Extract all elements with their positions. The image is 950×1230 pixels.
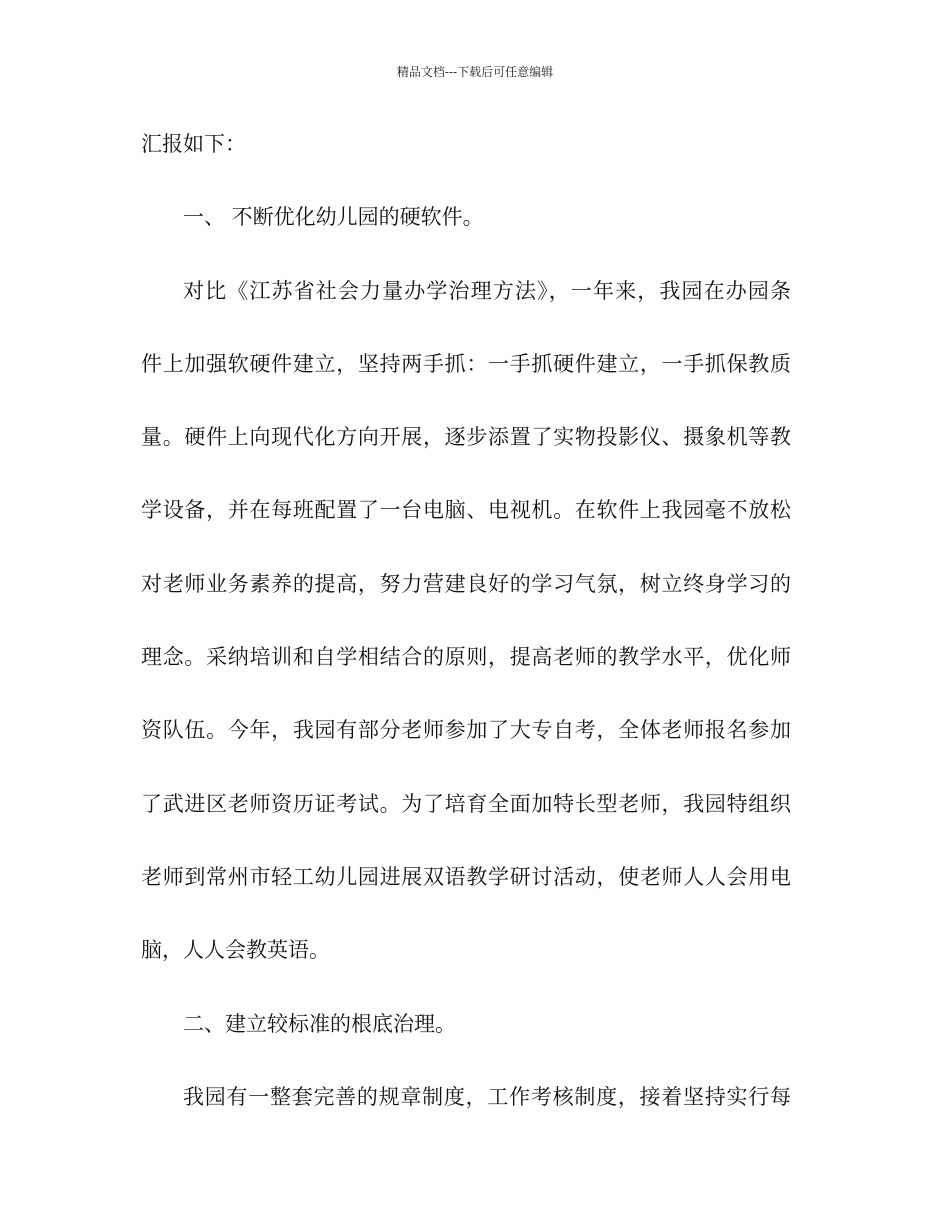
text-line: 对老师业务素养的提高，努力营建良好的学习气氛，树立终身学习的: [141, 571, 791, 596]
text-line: 资队伍。今年，我园有部分老师参加了大专自考，全体老师报名参加: [141, 718, 791, 743]
text-line: 了武进区老师资历证考试。为了培育全面加特长型老师，我园特组织: [141, 791, 791, 816]
text-line: 汇报如下：: [141, 132, 246, 156]
text-line: 理念。采纳培训和自学相结合的原则，提高老师的教学水平，优化师: [141, 645, 791, 670]
section-heading: 一、 不断优化幼儿园的硬软件。: [183, 205, 484, 230]
text-line: 老师到常州市轻工幼儿园进展双语教学研讨活动，使老师人人会用电: [141, 864, 791, 889]
text-line: 件上加强软硬件建立，坚持两手抓：一手抓硬件建立，一手抓保教质: [141, 351, 791, 376]
section-heading: 二、建立较标准的根底治理。: [183, 1011, 456, 1036]
text-line: 学设备，并在每班配置了一台电脑、电视机。在软件上我园毫不放松: [141, 498, 791, 523]
text-line: 对比《江苏省社会力量办学治理方法》，一年来，我园在办园条: [183, 278, 791, 303]
text-line: 脑，人人会教英语。: [141, 938, 330, 963]
text-line: 我园有一整套完善的规章制度，工作考核制度，接着坚持实行每: [183, 1084, 791, 1109]
page-header: 精品文档---下载后可任意编辑: [396, 65, 554, 79]
text-line: 量。硬件上向现代化方向开展，逐步添置了实物投影仪、摄象机等教: [141, 425, 791, 450]
document-body: [141, 124, 791, 1150]
